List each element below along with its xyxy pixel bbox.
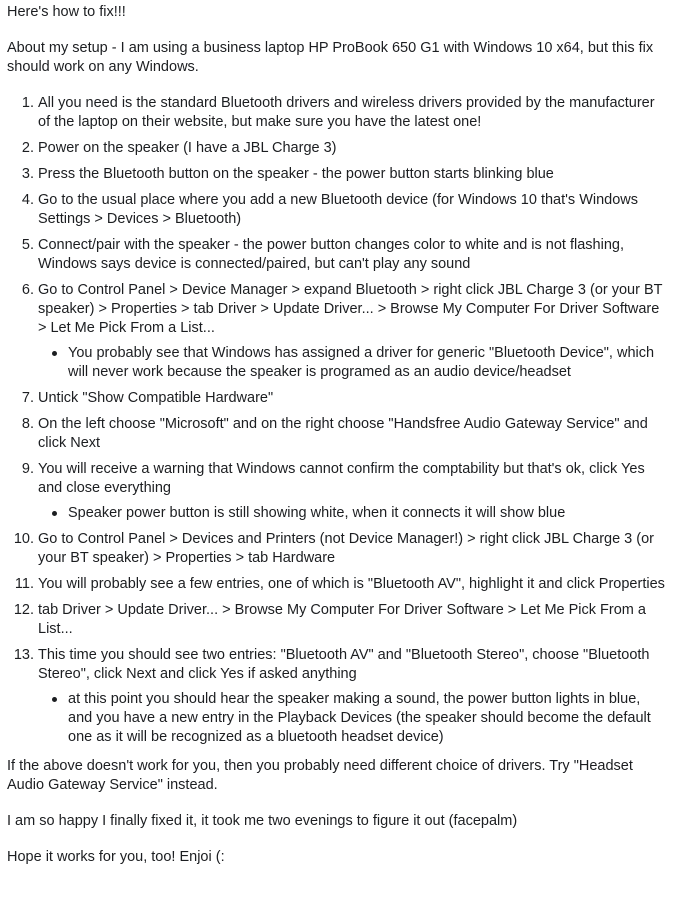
step-text: Go to Control Panel > Devices and Printers (not Device Manager!) > right click JBL Charge 3 (or your BT speaker) > Properties > tab Hardware xyxy=(38,531,654,566)
step-text: You will receive a warning that Windows cannot confirm the comptability but that's ok, click Yes and close everything xyxy=(38,461,645,496)
post-heading: Here's how to fix!!! xyxy=(7,4,126,20)
step-item xyxy=(38,646,668,747)
step-item xyxy=(38,575,668,594)
outro-paragraph: I am so happy I finally fixed it, it took me two evenings to figure it out (facepalm) xyxy=(7,813,518,829)
step-item xyxy=(38,389,668,408)
step-text: Press the Bluetooth button on the speaker - the power button starts blinking blue xyxy=(38,166,554,182)
step-text: Go to the usual place where you add a new Bluetooth device (for Windows 10 that's Windows Settings > Devices > Bluetooth) xyxy=(38,192,639,227)
step-text: Connect/pair with the speaker - the power button changes color to white and is not flashing, Windows says device is connected/paired, but can't play any sound xyxy=(38,237,624,272)
step-item xyxy=(38,530,668,568)
step-notes xyxy=(38,504,668,523)
step-text: Untick "Show Compatible Hardware" xyxy=(38,390,274,406)
step-item xyxy=(38,191,668,229)
setup-intro: About my setup - I am using a business laptop HP ProBook 650 G1 with Windows 10 x64, but this fix should work on any Windows. xyxy=(7,40,654,75)
step-item xyxy=(38,139,668,158)
outro-paragraph: If the above doesn't work for you, then you probably need different choice of drivers. Try "Headset Audio Gateway Service" instead. xyxy=(7,758,633,793)
step-note: at this point you should hear the speaker making a sound, the power button lights in blue, and you have a new entry in the Playback Devices (the speaker should become the default one as it will be recognized as a bluetooth headset device) xyxy=(68,690,668,747)
step-text: tab Driver > Update Driver... > Browse My Computer For Driver Software > Let Me Pick From a List... xyxy=(38,602,646,637)
step-item xyxy=(38,94,668,132)
step-text: You will probably see a few entries, one of which is "Bluetooth AV", highlight it and click Properties xyxy=(38,576,665,592)
step-item xyxy=(38,460,668,523)
step-text: This time you should see two entries: "Bluetooth AV" and "Bluetooth Stereo", choose "Bluetooth Stereo", click Next and click Yes if asked anything xyxy=(38,647,650,682)
step-item xyxy=(38,281,668,382)
step-text: All you need is the standard Bluetooth drivers and wireless drivers provided by the manufacturer of the laptop on their website, but make sure you have the latest one! xyxy=(38,95,655,130)
step-text: Go to Control Panel > Device Manager > expand Bluetooth > right click JBL Charge 3 (or your BT speaker) > Properties > tab Driver > Update Driver... > Browse My Computer For Driver Software > Let Me Pick From a List... xyxy=(38,282,663,336)
step-note: Speaker power button is still showing white, when it connects it will show blue xyxy=(68,504,668,523)
step-notes xyxy=(38,344,668,382)
steps-list xyxy=(7,94,668,747)
step-item xyxy=(38,236,668,274)
step-item xyxy=(38,165,668,184)
step-text: Power on the speaker (I have a JBL Charge 3) xyxy=(38,140,337,156)
step-note: You probably see that Windows has assigned a driver for generic "Bluetooth Device", which will never work because the speaker is programed as an audio device/headset xyxy=(68,344,668,382)
step-item xyxy=(38,415,668,453)
step-item xyxy=(38,601,668,639)
step-text: On the left choose "Microsoft" and on the right choose "Handsfree Audio Gateway Service" and click Next xyxy=(38,416,648,451)
outro-paragraph: Hope it works for you, too! Enjoi (: xyxy=(7,849,225,865)
step-notes xyxy=(38,690,668,747)
